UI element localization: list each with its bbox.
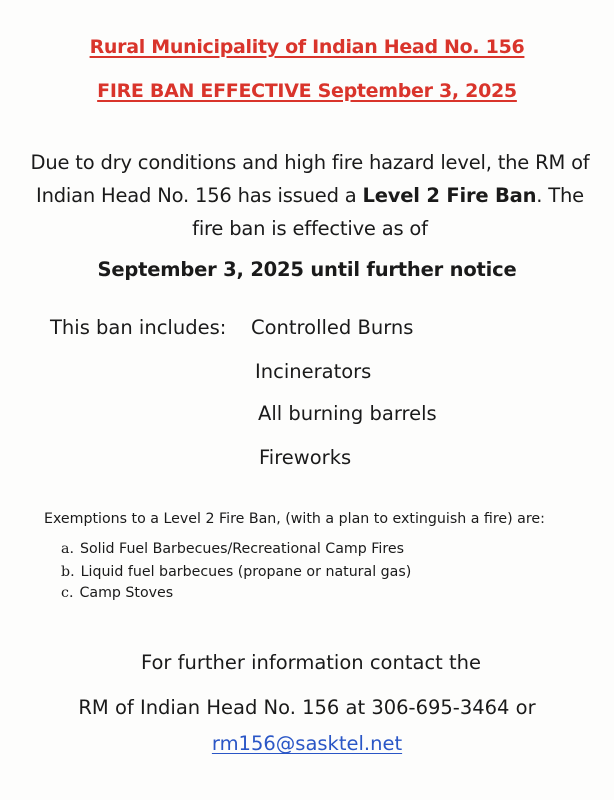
municipality-title: Rural Municipality of Indian Head No. 156 xyxy=(89,36,525,58)
exemption-item xyxy=(61,541,404,557)
exemption-item xyxy=(61,585,173,601)
exemption-letter: c. xyxy=(61,585,74,601)
exemptions-heading: Exemptions to a Level 2 Fire Ban, (with a plan to extinguish a fire) are: xyxy=(44,511,545,527)
effective-date: September 3, 2025 until further notice xyxy=(97,258,517,281)
ban-includes-label: This ban includes: xyxy=(50,316,227,339)
ban-item: All burning barrels xyxy=(258,402,437,425)
exemption-letter: b. xyxy=(61,564,75,580)
ban-item: Fireworks xyxy=(259,446,352,469)
ban-item: Controlled Burns xyxy=(251,316,414,339)
fire-ban-level: Level 2 Fire Ban xyxy=(362,184,537,207)
exemption-text: Solid Fuel Barbecues/Recreational Camp Fires xyxy=(79,541,404,557)
contact-line: For further information contact the xyxy=(140,651,482,674)
intro-paragraph xyxy=(30,146,590,245)
intro-text-end: . The fire ban is effective as of xyxy=(192,184,584,240)
exemption-text: Camp Stoves xyxy=(79,585,174,601)
intro-text: Due to dry conditions and high fire hazard level, the RM of Indian Head No. 156 has issued a xyxy=(30,151,590,207)
contact-email-line xyxy=(0,732,614,755)
exemption-letter: a. xyxy=(61,541,74,557)
exemption-text: Liquid fuel barbecues (propane or natural gas) xyxy=(80,564,412,580)
contact-phone-line: RM of Indian Head No. 156 at 306-695-3464 or xyxy=(78,696,536,719)
ban-item: Incinerators xyxy=(255,360,372,383)
exemption-item xyxy=(61,564,411,580)
fire-ban-title: FIRE BAN EFFECTIVE September 3, 2025 xyxy=(97,80,517,102)
email-link[interactable]: rm156@sasktel.net xyxy=(211,732,403,755)
